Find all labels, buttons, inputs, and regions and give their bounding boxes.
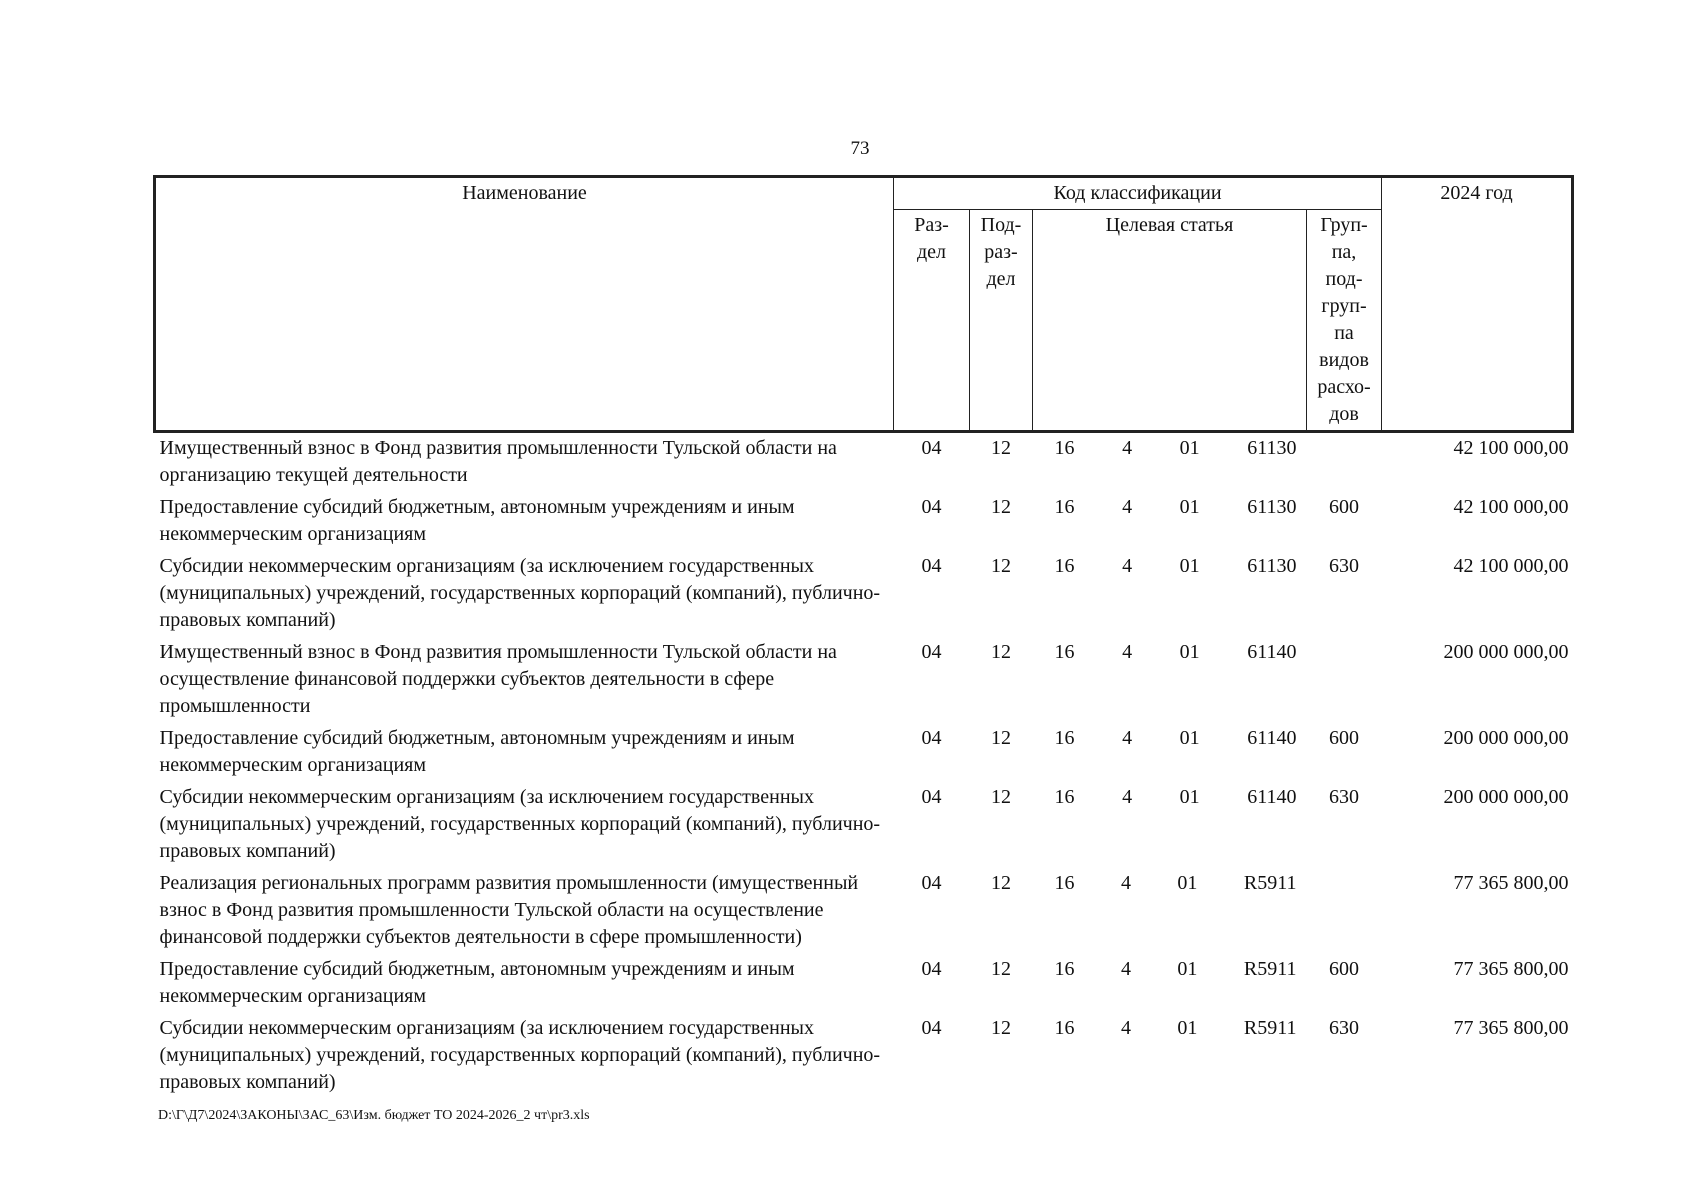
row-group: 630 bbox=[1329, 786, 1360, 808]
row-target-type: 4 bbox=[1122, 727, 1133, 749]
header-target: Целевая статья bbox=[1033, 210, 1307, 432]
row-amount: 42 100 000,00 bbox=[1453, 437, 1569, 459]
row-target-program: 16 bbox=[1054, 641, 1075, 663]
row-amount: 42 100 000,00 bbox=[1453, 555, 1569, 577]
row-group: 630 bbox=[1329, 555, 1360, 577]
row-target-direction: 61140 bbox=[1247, 727, 1297, 749]
header-year: 2024 год bbox=[1382, 177, 1573, 432]
row-razdel: 04 bbox=[921, 555, 942, 577]
row-name: Имущественный взнос в Фонд развития промышленности Тульской области на осуществление финансовой поддержки субъектов деятельности в сфере промышленности bbox=[159, 641, 837, 717]
row-target-subprogram: 01 bbox=[1177, 958, 1198, 980]
row-target-article bbox=[1033, 1013, 1307, 1099]
row-razdel: 04 bbox=[921, 496, 942, 518]
table-row bbox=[155, 492, 1573, 551]
row-target-program: 16 bbox=[1054, 496, 1075, 518]
row-target-subprogram: 01 bbox=[1177, 1017, 1198, 1039]
row-razdel: 04 bbox=[921, 1017, 942, 1039]
row-podrazdel: 12 bbox=[991, 786, 1011, 808]
row-podrazdel: 12 bbox=[991, 958, 1011, 980]
row-target-article bbox=[1033, 637, 1307, 723]
row-podrazdel: 12 bbox=[991, 641, 1011, 663]
row-target-direction: 61140 bbox=[1247, 641, 1297, 663]
table-row bbox=[155, 1013, 1573, 1099]
table-row bbox=[155, 637, 1573, 723]
row-razdel: 04 bbox=[921, 872, 942, 894]
table-row bbox=[155, 954, 1573, 1013]
row-target-article bbox=[1033, 492, 1307, 551]
row-podrazdel: 12 bbox=[991, 555, 1011, 577]
row-amount: 200 000 000,00 bbox=[1443, 641, 1569, 663]
row-group: 600 bbox=[1329, 496, 1360, 518]
row-razdel: 04 bbox=[921, 786, 942, 808]
row-target-type: 4 bbox=[1120, 1017, 1131, 1039]
row-target-subprogram: 01 bbox=[1179, 786, 1200, 808]
row-target-subprogram: 01 bbox=[1179, 727, 1200, 749]
row-name: Имущественный взнос в Фонд развития промышленности Тульской области на организацию текущей деятельности bbox=[159, 437, 837, 486]
table-row bbox=[155, 782, 1573, 868]
row-podrazdel: 12 bbox=[991, 1017, 1011, 1039]
table-row bbox=[155, 432, 1573, 493]
table-body bbox=[155, 432, 1573, 1100]
header-razdel: Раз- дел bbox=[894, 210, 970, 432]
row-target-article bbox=[1033, 723, 1307, 782]
row-target-program: 16 bbox=[1054, 555, 1075, 577]
row-target-program: 16 bbox=[1054, 437, 1075, 459]
row-group bbox=[1307, 868, 1382, 954]
row-target-subprogram: 01 bbox=[1179, 555, 1200, 577]
row-name: Субсидии некоммерческим организациям (за исключением государственных (муниципальных) учреждений, государственных корпораций (компаний), публично-правовых компаний) bbox=[159, 555, 881, 631]
row-target-direction: R5911 bbox=[1243, 1017, 1297, 1039]
row-name: Реализация региональных программ развития промышленности (имущественный взнос в Фонд развития промышленности Тульской области на осуществление финансовой поддержки субъектов деятельности в сфере промышленности) bbox=[159, 872, 859, 948]
row-target-article bbox=[1033, 954, 1307, 1013]
footer-file-path: D:\Г\Д7\2024\ЗАКОНЫ\ЗАС_63\Изм. бюджет ТО 2024-2026_2 чт\pr3.xls bbox=[158, 1108, 590, 1123]
row-target-subprogram: 01 bbox=[1179, 641, 1200, 663]
header-name: Наименование bbox=[155, 177, 894, 432]
row-target-direction: 61130 bbox=[1247, 496, 1297, 518]
row-target-type: 4 bbox=[1120, 872, 1131, 894]
row-target-program: 16 bbox=[1054, 872, 1075, 894]
row-target-direction: R5911 bbox=[1243, 958, 1297, 980]
row-target-direction: R5911 bbox=[1243, 872, 1297, 894]
row-target-type: 4 bbox=[1122, 786, 1133, 808]
row-amount: 200 000 000,00 bbox=[1443, 727, 1569, 749]
row-target-direction: 61130 bbox=[1247, 437, 1297, 459]
row-target-type: 4 bbox=[1120, 958, 1131, 980]
row-name: Предоставление субсидий бюджетным, автономным учреждениям и иным некоммерческим организациям bbox=[159, 958, 795, 1007]
budget-table bbox=[153, 175, 1574, 1099]
row-target-subprogram: 01 bbox=[1179, 496, 1200, 518]
row-amount: 77 365 800,00 bbox=[1453, 872, 1569, 894]
row-amount: 42 100 000,00 bbox=[1453, 496, 1569, 518]
row-target-program: 16 bbox=[1054, 786, 1075, 808]
row-target-article bbox=[1033, 551, 1307, 637]
table-row bbox=[155, 551, 1573, 637]
row-razdel: 04 bbox=[921, 641, 942, 663]
row-target-subprogram: 01 bbox=[1177, 872, 1198, 894]
row-target-type: 4 bbox=[1122, 641, 1133, 663]
row-podrazdel: 12 bbox=[991, 496, 1011, 518]
row-razdel: 04 bbox=[921, 727, 942, 749]
row-target-program: 16 bbox=[1054, 727, 1075, 749]
table-row bbox=[155, 868, 1573, 954]
row-name: Субсидии некоммерческим организациям (за исключением государственных (муниципальных) учреждений, государственных корпораций (компаний), публично-правовых компаний) bbox=[159, 786, 881, 862]
row-name: Предоставление субсидий бюджетным, автономным учреждениям и иным некоммерческим организациям bbox=[159, 727, 795, 776]
header-podrazdel: Под- раз- дел bbox=[970, 210, 1033, 432]
page-number: 73 bbox=[850, 138, 870, 159]
row-group bbox=[1307, 432, 1382, 493]
row-target-article bbox=[1033, 782, 1307, 868]
row-name: Предоставление субсидий бюджетным, автономным учреждениям и иным некоммерческим организациям bbox=[159, 496, 795, 545]
row-amount: 77 365 800,00 bbox=[1453, 958, 1569, 980]
row-target-program: 16 bbox=[1054, 1017, 1075, 1039]
row-podrazdel: 12 bbox=[991, 437, 1011, 459]
row-razdel: 04 bbox=[921, 958, 942, 980]
table-row bbox=[155, 723, 1573, 782]
row-target-article bbox=[1033, 432, 1307, 493]
row-target-direction: 61140 bbox=[1247, 786, 1297, 808]
row-amount: 77 365 800,00 bbox=[1453, 1017, 1569, 1039]
row-razdel: 04 bbox=[921, 437, 942, 459]
row-group: 630 bbox=[1329, 1017, 1360, 1039]
header-classification: Код классификации bbox=[894, 177, 1382, 210]
header-group: Груп- па, под- груп- па видов расхо- дов bbox=[1307, 210, 1382, 432]
row-target-article bbox=[1033, 868, 1307, 954]
row-group bbox=[1307, 637, 1382, 723]
row-podrazdel: 12 bbox=[991, 872, 1011, 894]
row-target-type: 4 bbox=[1122, 437, 1133, 459]
row-amount: 200 000 000,00 bbox=[1443, 786, 1569, 808]
row-podrazdel: 12 bbox=[991, 727, 1011, 749]
row-target-direction: 61130 bbox=[1247, 555, 1297, 577]
row-name: Субсидии некоммерческим организациям (за исключением государственных (муниципальных) учреждений, государственных корпораций (компаний), публично-правовых компаний) bbox=[159, 1017, 881, 1093]
row-target-program: 16 bbox=[1054, 958, 1075, 980]
row-target-type: 4 bbox=[1122, 555, 1133, 577]
row-target-type: 4 bbox=[1122, 496, 1133, 518]
row-target-subprogram: 01 bbox=[1179, 437, 1200, 459]
row-group: 600 bbox=[1329, 958, 1360, 980]
row-group: 600 bbox=[1329, 727, 1360, 749]
